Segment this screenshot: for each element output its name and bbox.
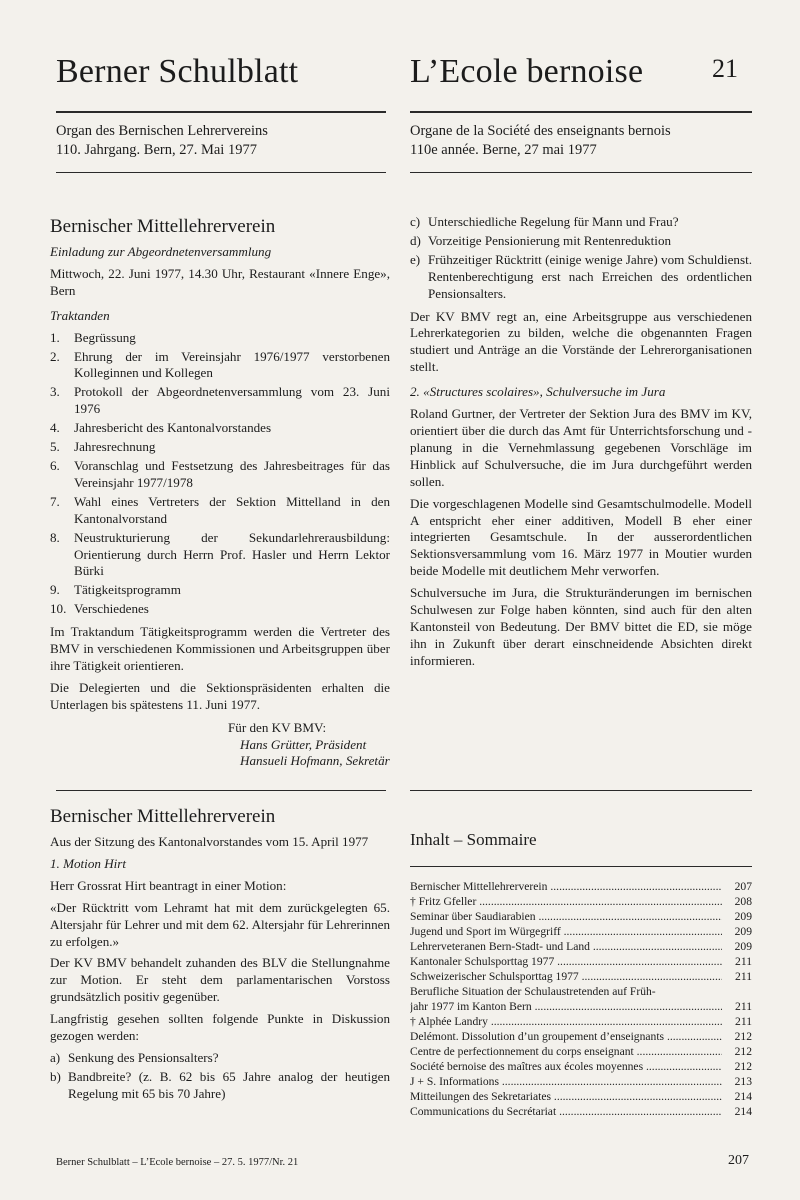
toc-entry-page: 211: [735, 1015, 752, 1028]
question-item-text: Vorzeitige Pensionierung mit Rentenreduktion: [428, 232, 672, 248]
agenda-item-text: Ehrung der im Vereinsjahr 1976/1977 verstorbenen Kolleginnen und Kollegen: [74, 348, 390, 381]
right-column: [410, 214, 752, 675]
toc-entry-page: 208: [734, 895, 752, 908]
subhead-rule-left: [56, 172, 386, 173]
toc-entry[interactable]: [410, 1044, 752, 1059]
question-item: [410, 233, 752, 250]
question-item-number: a): [50, 1049, 61, 1065]
toc-entry-label: Centre de perfectionnement du corps enseignant .....: [410, 1044, 722, 1059]
toc-rule: [410, 866, 752, 867]
issue-page-number: 21: [712, 54, 738, 83]
toc-entry-label: Mitteilungen des Sekretariates .....: [410, 1089, 722, 1104]
toc-entry-page: 209: [734, 925, 752, 938]
toc-entry-page: 213: [734, 1075, 752, 1088]
toc-entry-page: 214: [734, 1105, 752, 1118]
question-item: [410, 252, 752, 303]
agenda-item: [50, 420, 390, 437]
toc-entry-page: 212: [734, 1045, 752, 1058]
date-de: 110. Jahrgang. Bern, 27. Mai 1977: [56, 142, 257, 158]
toc-entry[interactable]: [410, 1059, 752, 1074]
agenda-item-number: 4.: [50, 420, 60, 436]
question-item-number: d): [410, 232, 421, 248]
question-item-number: b): [50, 1068, 61, 1084]
section-divider-left: [56, 790, 386, 791]
toc-entry-label: Seminar über Saudiarabien .....: [410, 909, 722, 924]
agenda-item-text: Tätigkeitsprogramm: [74, 582, 181, 598]
toc-title: Inhalt – Sommaire: [410, 830, 537, 849]
agenda-list: [50, 330, 390, 619]
motion-quote: «Der Rücktritt vom Lehramt hat mit dem zurückgelegten 65. Altersjahr für Lehrer und mit dem 62. Altersjahr für Lehrerinnen zu erfolgen.»: [50, 899, 390, 949]
agenda-item-number: 10.: [50, 601, 67, 617]
question-item-number: c): [410, 214, 421, 229]
question-list-left: [50, 1050, 390, 1103]
toc-entry-long[interactable]: [410, 984, 752, 1014]
toc-entry[interactable]: [410, 939, 752, 954]
toc-entry[interactable]: [410, 894, 752, 909]
toc-entry[interactable]: [410, 1014, 752, 1029]
toc-entry[interactable]: [410, 1074, 752, 1089]
motion-paragraph-1: Herr Grossrat Hirt beantragt in einer Motion:: [50, 877, 287, 893]
toc-entry-page: 207: [734, 880, 752, 893]
table-of-contents: [410, 879, 752, 1119]
agenda-item: [50, 494, 390, 528]
signature-line-3: Hansueli Hofmann, Sekretär: [240, 753, 390, 769]
toc-entry[interactable]: [410, 924, 752, 939]
agenda-item-number: 2.: [50, 348, 60, 364]
toc-entry[interactable]: [410, 954, 752, 969]
toc-entry-page: 212: [734, 1030, 752, 1043]
agenda-item: [50, 330, 390, 347]
toc-entry-label: Jugend und Sport im Würgegriff .....: [410, 924, 722, 939]
signature-line-1: Für den KV BMV:: [228, 719, 327, 735]
agenda-item: [50, 582, 390, 599]
meeting-intro: Aus der Sitzung des Kantonalvorstandes vom 15. April 1977: [50, 834, 369, 849]
masthead-rule-right: [410, 111, 752, 113]
agenda-item-text: Verschiedenes: [74, 601, 149, 617]
left-column-lower: [50, 806, 390, 1109]
signature-line-2: Hans Grütter, Präsident: [240, 736, 367, 752]
signature-block: [50, 720, 390, 771]
section-divider-right: [410, 790, 752, 791]
toc-entry[interactable]: [410, 1104, 752, 1119]
agenda-label: Traktanden: [50, 307, 110, 323]
motion-paragraph-3: Der KV BMV behandelt zuhanden des BLV die Stellungnahme zur Motion. Er steht dem parlamentarischen Vorstoss grundsätzlich positiv gegenüber.: [50, 955, 390, 1005]
masthead-title-de: Berner Schulblatt: [56, 53, 299, 90]
toc-entry-label: Lehrerveteranen Bern-Stadt- und Land .....: [410, 939, 722, 954]
footer-page-number: 207: [728, 1153, 749, 1168]
documents-note: Die Delegierten und die Sektionspräsidenten erhalten die Unterlagen bis spätestens 11. Juni 1977.: [50, 679, 390, 712]
toc-entry-label: Delémont. Dissolution d’un groupement d’enseignants .....: [410, 1029, 722, 1044]
agenda-item-number: 7.: [50, 493, 60, 509]
agenda-item-number: 9.: [50, 582, 60, 598]
agenda-item-number: 8.: [50, 529, 60, 545]
toc-entry-label: J + S. Informations .....: [410, 1074, 722, 1089]
agenda-item-number: 3.: [50, 384, 60, 400]
agenda-item: [50, 601, 390, 618]
agenda-item-text: Voranschlag und Festsetzung des Jahresbeitrages für das Vereinsjahr 1977/1978: [74, 457, 390, 490]
agenda-item-number: 1.: [50, 329, 60, 345]
toc-entry-label: † Alphée Landry .....: [410, 1014, 722, 1029]
question-item: [50, 1069, 390, 1103]
toc-entry-page: 209: [734, 910, 752, 923]
toc-entry-label: † Fritz Gfeller .....: [410, 894, 722, 909]
toc-entry-long-page: 211: [735, 1000, 752, 1013]
agenda-item-text: Jahresbericht des Kantonalvorstandes: [74, 420, 272, 436]
subhead-rule-right: [410, 172, 752, 173]
toc-entry-long-line-1: Berufliche Situation der Schulaustretenden auf Früh-: [410, 985, 656, 998]
question-list-right: [410, 214, 752, 303]
toc-entry[interactable]: [410, 879, 752, 894]
working-group-paragraph: Der KV BMV regt an, eine Arbeitsgruppe aus verschiedenen Lehrerkategorien zu bilden, welche die obgenannten Fragen studiert und Anträge an die Vorstände der Lehrerorganisationen stellt.: [410, 308, 752, 375]
masthead-rule-left: [56, 111, 386, 113]
agenda-note: Im Traktandum Tätigkeitsprogramm werden die Vertreter des BMV in verschiedenen Kommissionen und Arbeitsgruppen über ihre Tätigkeit orientieren.: [50, 624, 390, 673]
toc-entry-long-line-2: jahr 1977 im Kanton Bern .....: [410, 999, 722, 1014]
question-item-number: e): [410, 251, 421, 267]
toc-entry[interactable]: [410, 1029, 752, 1044]
jura-paragraph-1: Roland Gurtner, der Vertreter der Sektion Jura des BMV im KV, orientiert über die durch das Amt für Unterrichtsforschung und -planung in die Vernehmlassung gegebenen Vorschläge im Hinblick auf Schulversuche, die im Jura durchgeführt werden sollen.: [410, 406, 752, 489]
agenda-item: [50, 530, 390, 581]
invitation-heading: Einladung zur Abgeordnetenversammlung: [50, 244, 272, 259]
masthead-title-fr: L’Ecole bernoise: [410, 53, 644, 90]
question-item-text: Unterschiedliche Regelung für Mann und Frau?: [428, 214, 679, 229]
toc-entry-page: 212: [734, 1060, 752, 1073]
toc-entry-label: Bernischer Mittellehrerverein .....: [410, 879, 722, 894]
left-column: [50, 216, 390, 778]
toc-entry-label: Société bernoise des maîtres aux écoles moyennes .....: [410, 1059, 722, 1074]
jura-heading: 2. «Structures scolaires», Schulversuche im Jura: [410, 384, 666, 400]
toc-entry-page: 211: [735, 955, 752, 968]
section-title-2: Bernischer Mittellehrerverein: [50, 806, 276, 827]
toc-entry-page: 209: [734, 940, 752, 953]
footer-citation: Berner Schulblatt – L’Ecole bernoise – 27. 5. 1977/Nr. 21: [56, 1157, 299, 1168]
jura-paragraph-3: Schulversuche im Jura, die Strukturänderungen im bernischen Schulwesen zur Folge haben könnten, sind auch für den alten Kantonsteil von Bedeutung. Der BMV bittet die ED, sie möge ihn in Zukunft über derart einschneidende Absichten direkt informieren.: [410, 585, 752, 668]
agenda-item-text: Jahresrechnung: [74, 439, 156, 455]
meeting-details: Mittwoch, 22. Juni 1977, 14.30 Uhr, Restaurant «Innere Enge», Bern: [50, 265, 390, 298]
agenda-item-number: 5.: [50, 439, 60, 455]
toc-entry[interactable]: [410, 909, 752, 924]
toc-entry-label: Schweizerischer Schulsporttag 1977 .....: [410, 969, 722, 984]
question-item-text: Bandbreite? (z. B. 62 bis 65 Jahre analog der heutigen Regelung mit 65 bis 70 Jahre): [68, 1068, 390, 1101]
question-item-text: Frühzeitiger Rücktritt (einige wenige Jahre) vom Schuldienst. Rentenberechtigung erst nach Erreichen des ordentlichen Pensionsalters.: [428, 251, 752, 301]
section-title: Bernischer Mittellehrerverein: [50, 216, 276, 237]
organ-de: Organ des Bernischen Lehrervereins: [56, 123, 268, 139]
question-item: [50, 1050, 390, 1067]
jura-paragraph-2: Die vorgeschlagenen Modelle sind Gesamtschulmodelle. Modell A entspricht eher einer additiven, Modell B eher einer integrierten Gesamtschule. In der ausserordentlichen Sektionsversammlung vom 16. März 1977 in Moutier wurden beide Modelle mit deutlichem Mehr verworfen.: [410, 495, 752, 579]
agenda-item-text: Neustrukturierung der Sekundarlehrerausbildung: Orientierung durch Herrn Prof. Hasler und Herrn Lektor Bürki: [74, 529, 390, 579]
toc-entry-label: Communications du Secrétariat .....: [410, 1104, 722, 1119]
agenda-item: [50, 439, 390, 456]
agenda-item-text: Protokoll der Abgeordnetenversammlung vom 23. Juni 1976: [74, 384, 390, 417]
toc-entry-label: Kantonaler Schulsporttag 1977 .....: [410, 954, 722, 969]
agenda-item-number: 6.: [50, 457, 60, 473]
toc-entry[interactable]: [410, 969, 752, 984]
toc-entry[interactable]: [410, 1089, 752, 1104]
motion-heading: 1. Motion Hirt: [50, 855, 127, 871]
motion-paragraph-4: Langfristig gesehen sollten folgende Punkte in Diskussion gezogen werden:: [50, 1011, 390, 1044]
organ-fr: Organe de la Société des enseignants bernois: [410, 123, 671, 139]
question-item: [410, 214, 752, 231]
agenda-item-text: Begrüssung: [74, 329, 136, 345]
agenda-item: [50, 349, 390, 383]
agenda-item: [50, 384, 390, 418]
question-item-text: Senkung des Pensionsalters?: [68, 1049, 219, 1065]
date-fr: 110e année. Berne, 27 mai 1977: [410, 142, 597, 158]
toc-entry-page: 214: [734, 1090, 752, 1103]
agenda-item-text: Wahl eines Vertreters der Sektion Mittelland in den Kantonalvorstand: [74, 493, 390, 526]
toc-entry-page: 211: [735, 970, 752, 983]
agenda-item: [50, 458, 390, 492]
